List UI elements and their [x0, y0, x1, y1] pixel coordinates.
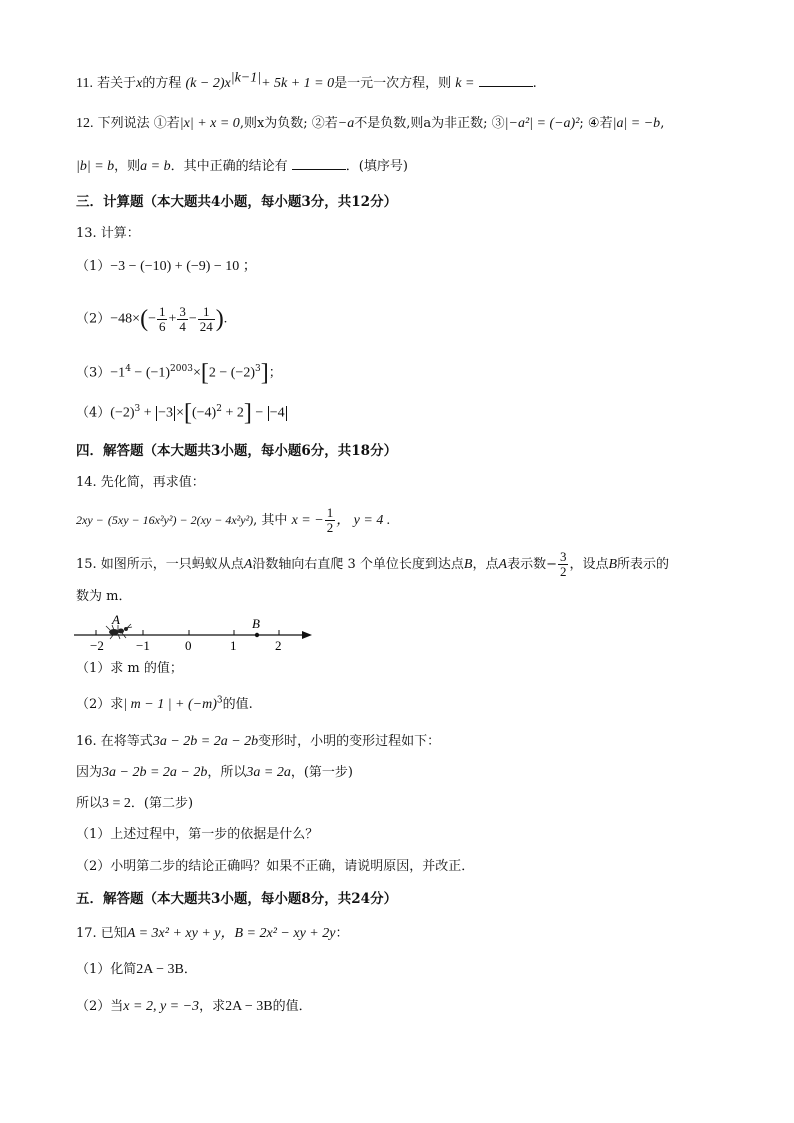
q13-part3: $(3)-1^4 - (-1)^{2003}\times[2 - (-2)^3]$；	[76, 360, 282, 386]
point-b	[255, 633, 259, 637]
q11: 11. 若关于x的方程 $(k - 2)x^{|k-1|}+ 5k + 1 = 0$是一元一次方程，则 k = .	[76, 70, 537, 91]
q13-title: 13. 计算：	[76, 226, 140, 241]
q17-part2: （2）当x = 2, y = −3，求2A − 3B的值．	[76, 999, 312, 1014]
arrow-icon	[302, 631, 312, 639]
point-a-label: A	[112, 612, 120, 627]
q16-part2: （2）小明第二步的结论正确吗？如果不正确，请说明原因，并改正．	[76, 859, 475, 874]
q11-equation: (k − 2)x	[185, 76, 231, 91]
tick-label: 0	[185, 638, 192, 653]
section-4-title: 四．解答题（本大题共3小题，每小题6分，共18分）	[76, 443, 398, 459]
tick-label: −2	[90, 638, 104, 653]
q16-line1: 16. 在将等式3a − 2b = 2a − 2b变形时，小明的变形过程如下：	[76, 734, 441, 749]
q17-part1: （1）化简2A − 3B．	[76, 962, 197, 977]
answer-blank[interactable]	[479, 74, 533, 87]
section-5-title: 五．解答题（本大题共3小题，每小题8分，共24分）	[76, 891, 398, 907]
q13-part1: （1）−3 − (−10) + (−9) − 10 ；	[76, 259, 257, 274]
q12-line2: |b| = b，则a = b．其中正确的结论有 ．(填序号)	[76, 159, 408, 174]
q13-part2: （2）−48×(− $\frac{1}{6}$ + $\frac{3}{4}$ − $\frac{1}{24}$ ).	[76, 303, 228, 334]
q15-part2: （2）求| m − 1 | + $(-m)^3$的值.	[76, 695, 253, 712]
q15-line2: 数为 m．	[76, 589, 132, 604]
q13-part4: $(4)(-2)^3 + -3 \times[(-4)^2 + 2] - -4$	[76, 400, 285, 426]
tick-label: −1	[136, 638, 150, 653]
tick-label: 2	[275, 638, 282, 653]
tick-label: 1	[230, 638, 237, 653]
q14-title: 14. 先化简，再求值：	[76, 475, 205, 490]
q14-expression: 2xy − (5xy − 16x²y²) − 2(xy − 4x²y²), 其中 x = − $\frac{1}{2}$ ， y = 4 .	[76, 505, 391, 535]
q17-line1: 17. 已知A = 3x² + xy + y，B = 2x² − xy + 2y：	[76, 926, 349, 941]
q16-line2: 因为3a − 2b = 2a − 2b，所以3a = 2a，(第一步)	[76, 765, 353, 780]
q16-line3: 所以3 = 2．(第二步)	[76, 796, 194, 811]
point-b-label: B	[252, 616, 260, 631]
number-line-figure	[70, 612, 320, 658]
q15-part1: （1）求 m 的值；	[76, 661, 183, 676]
q12-line1: 12. 下列说法 ①若|x| + x = 0,则x为负数; ②若−a不是负数,则a为非正数; ③|−a²| = (−a)²; ④若|a| = −b,	[76, 116, 665, 131]
answer-blank[interactable]	[292, 157, 346, 170]
q16-part1: （1）上述过程中，第一步的依据是什么？	[76, 827, 319, 842]
section-3-title: 三．计算题（本大题共4小题，每小题3分，共12分）	[76, 194, 398, 210]
q15-line1: 15. 如图所示，一只蚂蚁从点A沿数轴向右直爬 3 个单位长度到达点B，点A表示数− $\frac{3}{2}$ ，设点B所表示的	[76, 549, 670, 579]
